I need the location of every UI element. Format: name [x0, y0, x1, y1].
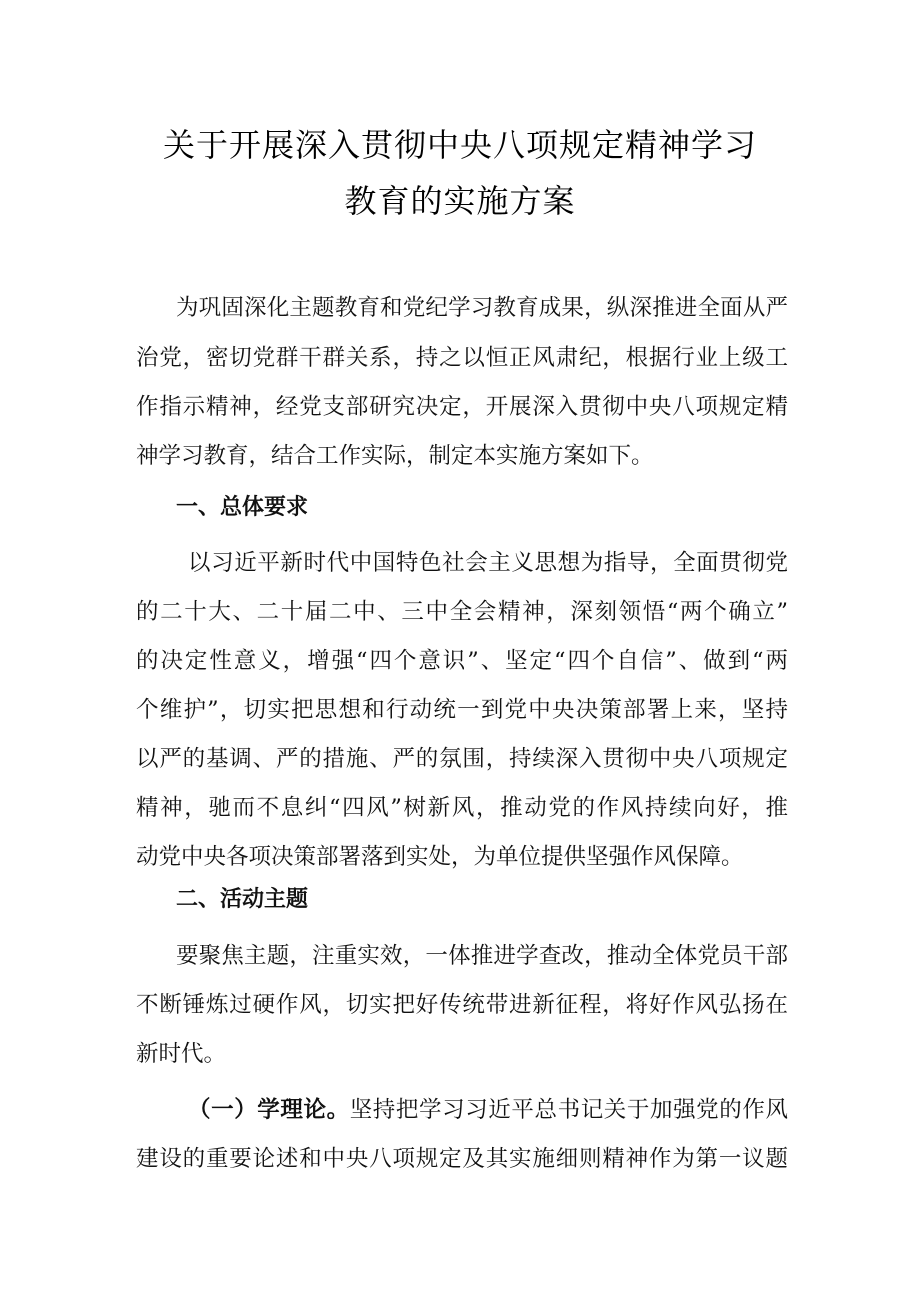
section-1-line-5: 以严的基调、严的措施、严的氛围，持续深入贯彻中央八项规定	[136, 746, 788, 772]
section-2-line-2: 不断锤炼过硬作风，切实把好传统带进新征程，将好作风弘扬在	[136, 992, 788, 1018]
section-1-line-6: 精神，驰而不息纠“四风”树新风，推动党的作风持续向好，推	[136, 795, 788, 821]
item-1-label: （一）学理论。	[188, 1097, 350, 1123]
section-1-line-1: 以习近平新时代中国特色社会主义思想为指导，全面贯彻党	[188, 550, 788, 576]
section-2-heading: 二、活动主题	[176, 887, 309, 912]
section-2-item-1-line-1	[188, 1094, 788, 1126]
section-1-line-4: 个维护”，切实把思想和行动统一到党中央决策部署上来，坚持	[136, 697, 788, 723]
section-1-line-7: 动党中央各项决策部署落到实处，为单位提供坚强作风保障。	[136, 844, 744, 870]
section-2-line-3: 新时代。	[136, 1041, 227, 1067]
item-1-text: 坚持把学习习近平总书记关于加强党的作风	[349, 1097, 788, 1123]
intro-line-4: 神学习教育，结合工作实际，制定本实施方案如下。	[136, 443, 654, 469]
section-2-line-1: 要聚焦主题，注重实效，一体推进学查改，推动全体党员干部	[176, 943, 788, 969]
document-title-line-1: 关于开展深入贯彻中央八项规定精神学习	[162, 126, 757, 164]
section-1-line-3: 的决定性意义，增强“四个意识”、坚定“四个自信”、做到“两	[136, 648, 788, 674]
section-2-item-1-line-2: 建设的重要论述和中央八项规定及其实施细则精神作为第一议题	[136, 1146, 788, 1172]
intro-line-3: 作指示精神，经党支部研究决定，开展深入贯彻中央八项规定精	[136, 394, 788, 420]
document-title-line-2: 教育的实施方案	[344, 182, 576, 220]
intro-line-1: 为巩固深化主题教育和党纪学习教育成果，纵深推进全面从严	[176, 295, 788, 321]
intro-line-2: 治党，密切党群干群关系，持之以恒正风肃纪，根据行业上级工	[136, 345, 788, 371]
section-1-heading: 一、总体要求	[176, 495, 309, 520]
section-1-line-2: 的二十大、二十届二中、三中全会精神，深刻领悟“两个确立”	[136, 599, 788, 625]
